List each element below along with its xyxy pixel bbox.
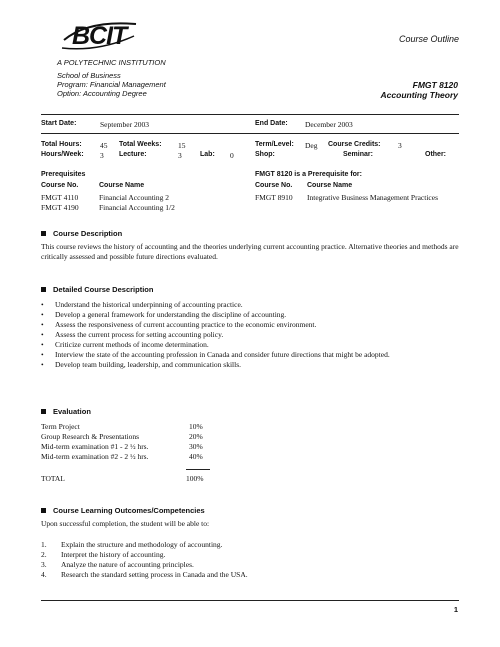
prereq-row-no: FMGT 4190 (41, 203, 79, 212)
list-item: • Develop a general framework for understanding the discipline of accounting. (41, 310, 451, 320)
program-name: Program: Financial Management (57, 80, 166, 89)
outcomes-intro: Upon successful completion, the student will be able to: (41, 519, 210, 528)
prereq-for-col-no: Course No. (255, 182, 293, 189)
end-date-value: December 2003 (305, 120, 353, 129)
table-row (41, 442, 221, 452)
evaluation-item: Mid-term examination #2 - 2 ½ hrs. (41, 452, 149, 461)
list-item: • Assess the current process for setting accounting policy. (41, 330, 451, 340)
end-date-label: End Date: (255, 120, 288, 127)
section-bullet-icon (41, 508, 46, 513)
section-bullet-icon (41, 287, 46, 292)
start-date-label: Start Date: (41, 120, 77, 127)
lecture-label: Lecture: (119, 151, 147, 158)
lab-value: 0 (230, 151, 234, 160)
lab-label: Lab: (200, 151, 215, 158)
prereq-col-no: Course No. (41, 182, 79, 189)
table-row (41, 422, 221, 432)
detailed-description-heading: Detailed Course Description (41, 285, 153, 294)
evaluation-total-value: 100% (186, 474, 204, 483)
course-description-heading: Course Description (41, 229, 122, 238)
prereq-for-col-name: Course Name (307, 182, 353, 189)
lecture-value: 3 (178, 151, 182, 160)
doc-type: Course Outline (398, 34, 459, 44)
course-title: Accounting Theory (380, 90, 458, 100)
credits-value: 3 (398, 141, 402, 150)
prereq-for-row-name: Integrative Business Management Practices (307, 193, 439, 202)
list-item: • Criticize current methods of income determination. (41, 340, 451, 350)
evaluation-item: Term Project (41, 422, 80, 431)
detailed-description-list (41, 300, 451, 370)
evaluation-table (41, 422, 221, 462)
evaluation-pct: 10% (189, 422, 203, 431)
institution-tagline: A POLYTECHNIC INSTITUTION (57, 58, 166, 67)
table-row (41, 452, 221, 462)
evaluation-pct: 20% (189, 432, 203, 441)
list-item: 1. Explain the structure and methodology of accounting. (41, 540, 223, 549)
prereq-col-name: Course Name (99, 182, 145, 189)
list-item: • Interview the state of the accounting profession in Canada and consider future directions that might be adopted. (41, 350, 451, 360)
total-rule (186, 469, 210, 470)
outcomes-list (41, 540, 451, 580)
prereq-title: Prerequisites (41, 171, 86, 178)
course-code: FMGT 8120 (412, 80, 458, 90)
bcit-logo (58, 18, 140, 54)
page-number: 1 (453, 605, 458, 614)
course-description-text: This course reviews the history of accounting and the theories underlying current accounting practice. Alternative theories and methods are critically assessed and possible future directions evaluated. (41, 242, 459, 261)
start-date-value: September 2003 (100, 120, 149, 129)
section-bullet-icon (41, 409, 46, 414)
term-label: Term/Level: (255, 141, 294, 148)
evaluation-pct: 30% (189, 442, 203, 451)
prereq-row-name: Financial Accounting 2 (99, 193, 169, 202)
total-hours-value: 45 (100, 141, 108, 150)
prereq-for-row-no: FMGT 8910 (255, 193, 293, 202)
list-item: 3. Analyze the nature of accounting principles. (41, 560, 194, 569)
evaluation-item: Group Research & Presentations (41, 432, 140, 441)
total-weeks-label: Total Weeks: (119, 141, 162, 148)
evaluation-total-label: TOTAL (41, 474, 65, 483)
list-item: • Develop team building, leadership, and communication skills. (41, 360, 451, 370)
total-weeks-value: 15 (178, 141, 186, 150)
header-divider (41, 114, 459, 115)
shop-label: Shop: (255, 151, 275, 158)
table-row (41, 432, 221, 442)
other-label: Other: (425, 151, 446, 158)
outcomes-heading: Course Learning Outcomes/Competencies (41, 506, 205, 515)
list-item: 2. Interpret the history of accounting. (41, 550, 166, 559)
hours-week-value: 3 (100, 151, 104, 160)
footer-divider (41, 600, 459, 601)
list-item: • Understand the historical underpinning of accounting practice. (41, 300, 451, 310)
total-hours-label: Total Hours: (41, 141, 82, 148)
logo-text: BCIT (72, 22, 127, 50)
info-divider (41, 133, 459, 134)
credits-label: Course Credits: (328, 141, 381, 148)
list-item: • Assess the responsiveness of current accounting practice to the economic environment. (41, 320, 451, 330)
term-value: Deg (305, 141, 318, 150)
evaluation-item: Mid-term examination #1 - 2 ½ hrs. (41, 442, 149, 451)
section-bullet-icon (41, 231, 46, 236)
evaluation-pct: 40% (189, 452, 203, 461)
seminar-label: Seminar: (343, 151, 373, 158)
list-item: 4. Research the standard setting process in Canada and the USA. (41, 570, 248, 579)
evaluation-heading: Evaluation (41, 407, 91, 416)
school-name: School of Business (57, 71, 121, 80)
hours-week-label: Hours/Week: (41, 151, 84, 158)
prereq-row-no: FMGT 4110 (41, 193, 79, 202)
prereq-for-title: FMGT 8120 is a Prerequisite for: (255, 171, 362, 178)
option-name: Option: Accounting Degree (57, 89, 147, 98)
prereq-row-name: Financial Accounting 1/2 (99, 203, 175, 212)
